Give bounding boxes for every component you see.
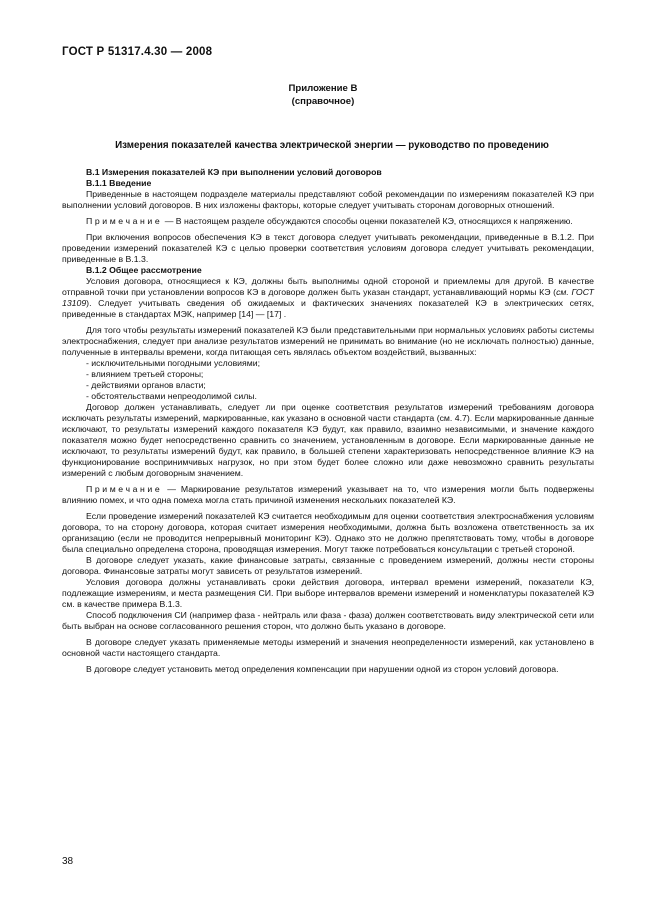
paragraph: В договоре следует указать применяемые методы измерений и значения неопределенности измерений, как установлено в основной части настоящего стандарта. [62, 637, 594, 658]
paragraph: Условия договора должны устанавливать сроки действия договора, интервал времени измерений, показатели КЭ, подлежащие измерениям, и места размещения СИ. При выборе интервалов времени измерений и номенклатуры показателей КЭ см. в качестве примера В.1.3. [62, 577, 594, 609]
paragraph: В договоре следует указать, какие финансовые затраты, связанные с проведением измерений, должны нести стороны договора. Финансовые затраты могут зависеть от результатов измерений. [62, 555, 594, 576]
list-item: - обстоятельствами непреодолимой силы. [86, 391, 257, 401]
note-text: — Маркирование результатов измерений указывает на то, что измерения могли быть подвержены влиянию помех, и что одна помеха могла стать причиной изменения нескольких показателей КЭ. [62, 484, 594, 505]
paragraph: Для того чтобы результаты измерений показателей КЭ были представительными при нормальных условиях работы системы электроснабжения, следует при анализе результатов измерений не принимать во внимание (но не исключать полностью) данные, полученные в интервалы времени, когда питающая сеть являлась объектом воздействий, вызванных: [62, 325, 594, 357]
section-heading-b11: В.1.1 Введение [86, 178, 152, 188]
standard-header: ГОСТ Р 51317.4.30 — 2008 [62, 46, 213, 58]
note-label: Примечание [86, 216, 163, 226]
note-text: — В настоящем разделе обсуждаются способы оценки показателей КЭ, относящихся к напряжению. [162, 216, 573, 226]
list-item: - действиями органов власти; [86, 380, 206, 390]
list-item: - влиянием третьей стороны; [86, 369, 204, 379]
section-heading-b1: В.1 Измерения показателей КЭ при выполнении условий договоров [86, 167, 382, 177]
paragraph: Способ подключения СИ (например фаза - нейтраль или фаза - фаза) должен соответствовать виду электрической сети или быть выбран на основе согласованного решения сторон, что должно быть указано в договоре. [62, 610, 594, 631]
note [62, 484, 594, 506]
list-item: - исключительными погодными условиями; [86, 358, 260, 368]
paragraph: Договор должен устанавливать, следует ли при оценке соответствия результатов измерений требованиям договора исключать результаты измерений, маркированные, как указано в основной части стандарта (см. 4.7). Если маркированные данные исключают, то результаты измерений каждого показателя КЭ будут, как правило, взаимно независимыми, и значение каждого показателя можно будет непосредственно сравнить со значением, установленным в договоре. Если маркированные данные не исключают, то результаты измерений будут, как правило, в большей степени характеризовать непосредственное влияние КЭ на функционирование воспринимчивых нагрузок, но при этом будет более сложно или даже невозможно сравнить результаты измерений с любым договорным значением. [62, 402, 594, 478]
paragraph: В договоре следует установить метод определения компенсации при нарушении одной из сторон условий договора. [86, 664, 559, 674]
paragraph: Если проведение измерений показателей КЭ считается необходимым для оценки соответствия электроснабжения условиям договора, то на сторону договора, которая считает измерения необходимыми, должна быть возложена ответственность за их организацию (если не проводится непрерывный мониторинг КЭ). Однако это не должно препятствовать тому, чтобы в договоре была специально определена сторона, проводящая измерения. Могут также потребоваться консультации с третьей стороной. [62, 511, 594, 554]
appendix-title: Приложение В [288, 83, 358, 94]
paragraph: При включения вопросов обеспечения КЭ в текст договора следует учитывать рекомендации, приведенные в В.1.2. При проведении измерений показателей КЭ с целью проверки соответствия условиям договора следует учитывать рекомендации, приведенные в В.1.3. [62, 232, 594, 264]
page-number: 38 [62, 856, 74, 867]
paragraph: Приведенные в настоящем подразделе материалы представляют собой рекомендации по измерениям показателей КЭ при выполнении условий договоров. В них изложены факторы, которые следует учитывать сторонам договорных отношений. [62, 189, 594, 210]
appendix-subtitle: (справочное) [291, 96, 355, 107]
appendix-heading [0, 82, 646, 108]
paragraph-text: ). Следует учитывать сведения об ожидаемых и фактических значениях показателей КЭ в электрических сетях, приведенные в стандартах МЭК, например [14] — [17] . [62, 298, 594, 319]
note-label: Примечание [86, 484, 163, 494]
document-body [62, 167, 594, 675]
paragraph-text: Условия договора, относящиеся к КЭ, должны быть выполнимы одной стороной и приемлемы для другой. В качестве отправной точки при установлении вопросов КЭ в договоре должен быть указан стандарт, устанавливающий нормы КЭ ( [62, 276, 594, 297]
paragraph [62, 276, 594, 320]
standard-reference: см. ГОСТ 13109 [62, 287, 594, 308]
section-heading-b12: В.1.2 Общее рассмотрение [86, 265, 202, 275]
note [62, 216, 594, 227]
document-title: Измерения показателей качества электрической энергии — руководство по проведению [115, 140, 549, 151]
